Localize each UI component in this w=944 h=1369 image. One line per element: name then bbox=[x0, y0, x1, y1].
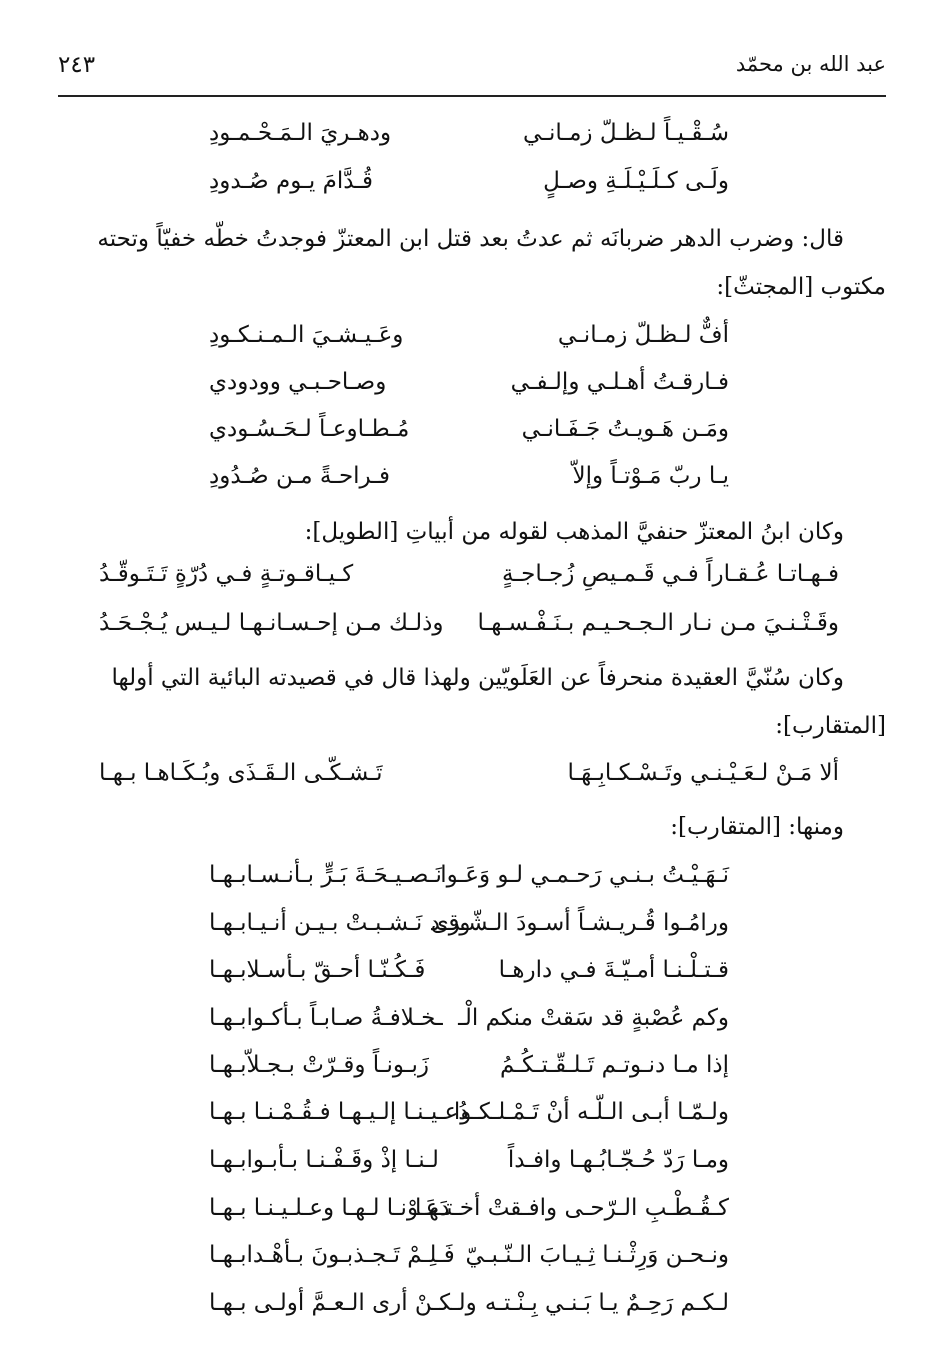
verse-line bbox=[209, 463, 729, 503]
prose-line: قال: وضرب الدهر ضربانَه ثم عدتُ بعد قتل ابن المعتزّ فوجدتُ خطّه خفيّاً وتحته bbox=[97, 226, 844, 252]
verse-line bbox=[209, 910, 729, 950]
verse-second-hemistich: وعَـيـشـيَ الـمـنـكـودِ bbox=[209, 322, 404, 348]
verse-second-hemistich: ـخـلافـةُ صـابـاً بـأكـوابـهـا bbox=[209, 1005, 443, 1031]
verse-line bbox=[209, 168, 729, 208]
verse-second-hemistich: فَـلِـمْ تَـجـذبـونَ بـأهْـدابـهـا bbox=[209, 1242, 455, 1268]
prose-line: مكتوب [المجتثّ]: bbox=[716, 274, 886, 300]
verse-second-hemistich: ولـكـنْ أرى الـعـمَّ أولـى بـهـا bbox=[209, 1290, 477, 1316]
verse-second-hemistich: نَـصـيـحَـةَ بَـرٍّ بـأنـسـابـهـا bbox=[209, 862, 442, 888]
verse-line bbox=[209, 1195, 729, 1235]
page-number: ٢٤٣ bbox=[58, 52, 96, 78]
verse-second-hemistich: دُعـيـنـا إلـيـهـا فـقُـمْـنـا بـهـا bbox=[209, 1099, 469, 1125]
verse-line bbox=[209, 369, 729, 409]
verse-line bbox=[209, 1099, 729, 1139]
verse-second-hemistich: فـراحـةً مـن صُـدُودِ bbox=[209, 463, 390, 489]
verse-line bbox=[209, 1052, 729, 1092]
verse-second-hemistich: دَعَـوْنـا لـهـا وعـلـيـنـا بـهـا bbox=[209, 1195, 450, 1221]
running-head: عبد الله بن محمّد bbox=[735, 52, 886, 76]
verse-line bbox=[209, 322, 729, 362]
verse-line bbox=[209, 1005, 729, 1045]
verse-line bbox=[99, 561, 839, 601]
verse-first-hemistich: ولـمّـا أبـى الـلّـه أنْ تَـمْـلـكـوا bbox=[453, 1099, 729, 1125]
header-rule bbox=[58, 95, 886, 97]
verse-line bbox=[209, 862, 729, 902]
verse-line bbox=[209, 1242, 729, 1282]
prose-line: [المتقارب]: bbox=[775, 713, 886, 739]
verse-first-hemistich: إذا مـا دنـوتـم تَـلـقّـتـكُـمُ bbox=[499, 1052, 729, 1078]
verse-first-hemistich: يـا ربّ مَـوْتـاً وإلاّ bbox=[572, 463, 729, 489]
verse-first-hemistich: ولَـى كـلَـيْـلَـةِ وصـلٍ bbox=[543, 168, 729, 194]
verse-first-hemistich: أفٌّ لـظـلّ زمـانـي bbox=[557, 322, 729, 348]
verse-first-hemistich: ومَـن هَـويـتُ جَـفَـانـي bbox=[521, 416, 729, 442]
verse-first-hemistich: وقَـتْـنـيَ مـن نـار الـجـحـيـم بـنَـفْـسـهـا bbox=[477, 610, 839, 636]
verse-line bbox=[209, 416, 729, 456]
verse-second-hemistich: زَبـونـاً وقـرّتْ بـجـلاّبـهـا bbox=[209, 1052, 430, 1078]
verse-second-hemistich: لـنـا إذْ وقَـفْـنـا بـأبـوابـهـا bbox=[209, 1147, 439, 1173]
prose-line: وكان سُنّيَّ العقيدة منحرفاً عن العَلَويّين ولهذا قال في قصيدته البائية التي أولها bbox=[111, 665, 844, 691]
verse-second-hemistich: تَـشـكّـى الـقَـذَى وبُـكَـاهـا بـهـا bbox=[99, 760, 383, 786]
verse-line bbox=[209, 957, 729, 997]
verse-first-hemistich: ورامُـوا قُـريـشـاً أسـودَ الـشّـرى bbox=[430, 910, 729, 936]
verse-first-hemistich: لـكـم رَحِـمٌ يـا بَـنـي بِـنْـتـه bbox=[484, 1290, 729, 1316]
verse-first-hemistich: سُـقْـيـاً لـظـلّ زمـانـي bbox=[523, 120, 729, 146]
verse-line bbox=[209, 1147, 729, 1187]
verse-second-hemistich: مُـطـاوعـاً لـحَـسُـودي bbox=[209, 416, 410, 442]
verse-first-hemistich: ألا مَـنْ لـعَـيْـنـي وتَـسْـكـابِـهَـا bbox=[567, 760, 839, 786]
verse-first-hemistich: قـتـلْـنـا أمـيّـةَ فـي دارهـا bbox=[498, 957, 729, 983]
verse-first-hemistich: فـارقـتُ أهـلـي وإلـفـي bbox=[510, 369, 729, 395]
verse-second-hemistich: ودهـريَ الـمَـحْـمـودِ bbox=[209, 120, 392, 146]
verse-second-hemistich: قُـدَّامَ يـوم صُـدودِ bbox=[209, 168, 374, 194]
verse-second-hemistich: وصـاحـبـي وودودي bbox=[209, 369, 387, 395]
verse-first-hemistich: ومـا رَدّ حُـجّـابُـهـا وافـداً bbox=[507, 1147, 729, 1173]
prose-line: ومنها: [المتقارب]: bbox=[670, 814, 844, 840]
verse-second-hemistich: وذلـك مـن إحـسـانـهـا لـيـس يُـجْـحَـدُ bbox=[99, 610, 444, 636]
verse-first-hemistich: فـهـاتـا عُـقـاراً فـي قَـمـيصِ زُجـاجـةٍ bbox=[502, 561, 839, 587]
verse-first-hemistich: نَـهَـيْـتُ بـنـي رَحـمـي لـو وَعَـوا bbox=[440, 862, 729, 888]
verse-line bbox=[209, 1290, 729, 1330]
verse-line bbox=[209, 120, 729, 160]
verse-line bbox=[99, 760, 839, 800]
verse-second-hemistich: كـيـاقـوتـةٍ فـي دُرّةٍ تَـتَـوقّـدُ bbox=[99, 561, 354, 587]
verse-line bbox=[99, 610, 839, 650]
verse-first-hemistich: ونـحـن وَرِثْـنـا ثِـيـابَ الـنّـبـيّ bbox=[465, 1242, 729, 1268]
verse-second-hemistich: فَـكُـنّـا أحـقّ بـأسـلابـهـا bbox=[209, 957, 426, 983]
prose-line: وكان ابنُ المعتزّ حنفيَّ المذهب لقوله من أبياتِ [الطويل]: bbox=[304, 519, 844, 545]
verse-first-hemistich: كـقُـطْـبِ الـرّحـى وافـقتْ أخـتـهـا bbox=[415, 1195, 729, 1221]
verse-first-hemistich: وكم عُصْبةٍ قد سَقتْ منكم الْـ bbox=[458, 1005, 729, 1031]
verse-second-hemistich: وقـد نَـشـبـتْ بـيـن أنـيـابـهـا bbox=[209, 910, 471, 936]
